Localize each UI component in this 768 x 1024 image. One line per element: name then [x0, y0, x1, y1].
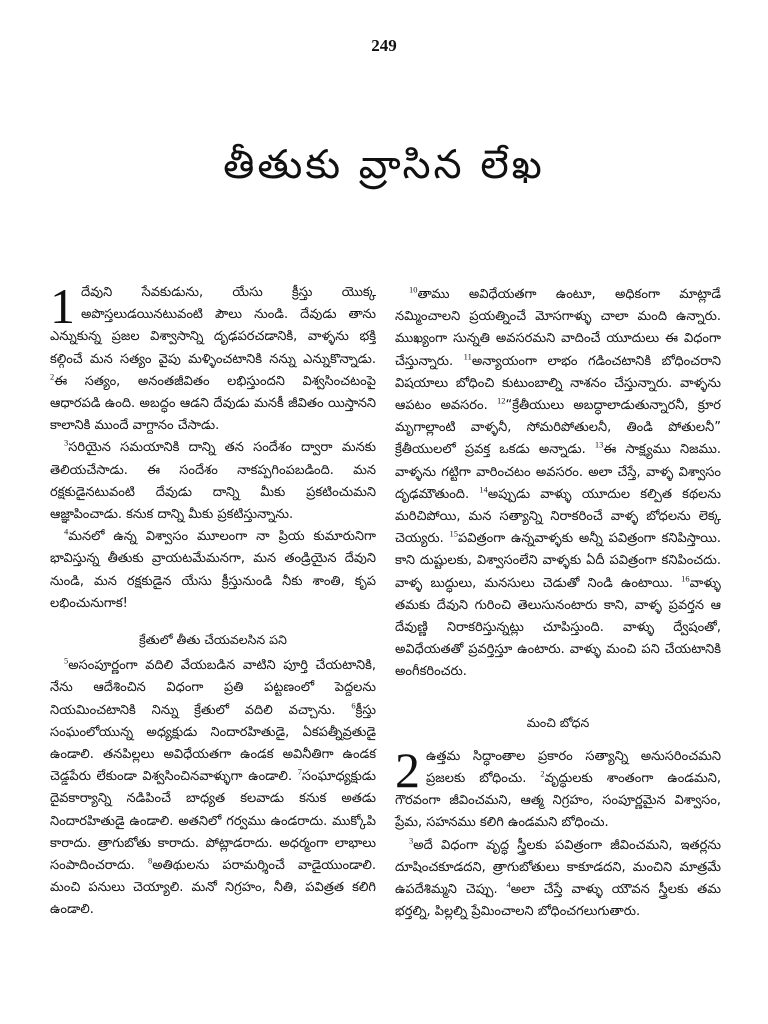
verse-text: వాళ్ళు తమకు దేవుని గురించి తెలుసునంటారు కాని, వాళ్ళ ప్రవర్తన ఆ దేవుణ్ణి నిరాకరిస్తున్నట్లు చూపిస్తుంది. వాళ్ళు ద్వేషంతో, అవిధేయతతో ప్రవర్తిస్తూ ఉంటారు. వాళ్ళు మంచి పని చేయటానికి అంగీకరించరు. [395, 575, 721, 680]
chapter-number: 2 [395, 741, 420, 798]
verse-text: ఈ సాక్ష్యము నిజము. వాళ్ళను గట్టిగా వారించటం అవసరం. అలా చేస్తే, వాళ్ళ విశ్వాసం దృఢమౌతుంది. [395, 442, 721, 502]
book-title: తీతుకు వ్రాసిన లేఖ [223, 142, 545, 188]
verse-text: దేవుని సేవకుడును, యేసు క్రీస్తు యొక్క అపొస్తలుడయినటువంటి పౌలు నుండి. దేవుడు తాను ఎన్నుకున్న ప్రజల విశ్వాసాన్ని దృఢపరచడానికి, వాళ్ళను భక్తి కల్గించే మన సత్యం వైపు మళ్ళించటానికి నన్ను ఎన్నుకొన్నాడు. [50, 285, 376, 367]
verse-text: వృద్ధులకు శాంతంగా ఉండమని, గౌరవంగా జీవించమని, ఆత్మ నిగ్రహం, సంపూర్ణమైన విశ్వాసం, ప్రేమ, సహనము కలిగి ఉండమని బోధించు. [395, 771, 721, 831]
verse-text: అప్పుడు వాళ్ళు యూదుల కల్పిత కథలను మరిచిపోయి, మన సత్యాన్ని నిరాకరించే వాళ్ళ బోధలను లెక్క చెయ్యరు. [395, 486, 721, 547]
verse-text: తాము అవిధేయతగా ఉంటూ, అధికంగా మాట్లాడే నమ్మించాలని ప్రయత్నించే మోసగాళ్ళు చాలా మంది ఉన్నారు. ముఖ్యంగా సున్నతి అవసరమని వాదించే యూదులు ఈ విధంగా చేస్తున్నారు. [395, 287, 721, 369]
verse-paragraph [50, 278, 376, 437]
verse-text: సంఘాధ్యక్షుడు దైవకార్యాన్ని నడిపించే బాధ్యత కలవాడు కనుక అతడు నిందారహితుడై ఉండాలి. అతనిలో గర్వము ఉండరాదు. ముక్కోపి కారాదు. త్రాగుబోతు కారాదు. పోట్లాడరాదు. అధర్మంగా లాభాలు సంపాదించరాదు. [50, 769, 376, 874]
verse-number: 5 [64, 655, 69, 666]
verse-number: 6 [351, 700, 356, 711]
verse-text: అలా చేస్తే వాళ్ళు యౌవన స్త్రీలకు తమ భర్తల్ని, పిల్లల్ని ప్రేమించాలని బోధించగలుగుతారు. [395, 882, 721, 920]
verse-text: సరియైన సమయానికి దాన్ని తన సందేశం ద్వారా మనకు తెలియచేసాడు. ఈ సందేశం నాకప్పగింపబడింది. మన రక్షకుడైనటువంటి దేవుడు దాన్ని మీకు ప్రకటించుమని ఆజ్ఞాపించాడు. కనుక దాన్ని మీకు ప్రకటిస్తున్నాను. [50, 440, 376, 523]
verse-number: 7 [297, 766, 302, 777]
verse-number: 11 [463, 351, 472, 362]
verse-number: 3 [64, 438, 69, 449]
verse-text: అతిథులను పరామర్శించే వాడైయుండాలి. మంచి పనులు చెయ్యాలి. మనో నిగ్రహం, నీతి, పవిత్రత కలిగి ఉండాలి. [50, 858, 376, 918]
verse-text: మనలో ఉన్న విశ్వాసం మూలంగా నా ప్రియ కుమారునిగా భావిస్తున్న తీతుకు వ్రాయటమేమనగా, మన తండ్రియైన దేవుని నుండి, మన రక్షకుడైన యేసు క్రీస్తునుండి నీకు శాంతి, కృప లభించునుగాక! [50, 529, 376, 611]
chapter-number: 1 [50, 278, 75, 334]
verse-paragraph [50, 437, 376, 526]
verse-text: అసంపూర్ణంగా వదిలి వేయబడిన వాటిని పూర్తి చేయటానికి, నేను ఆదేశించిన విధంగా ప్రతి పట్టణంలో పెద్దలను నియమించటానికి నిన్ను క్రేతులో వదిలి వచ్చాను. [50, 658, 376, 718]
verse-number: 15 [449, 528, 459, 539]
right-text-column [395, 284, 721, 923]
verse-number: 3 [409, 835, 414, 846]
page-number: 249 [371, 36, 397, 55]
verse-text: క్రీస్తు సంఘంలోయున్న అధ్యక్షుడు నిందారహితుడై, ఏకపత్నీవ్రతుడై ఉండాలి. తనపిల్లలు అవిధేయతగా ఉండక అవినీతిగా ఉండక చెడ్డపేరు లేకుండా విశ్వసించినవాళ్ళుగా ఉండాలి. [50, 702, 376, 785]
verse-number: 8 [147, 855, 153, 866]
verse-number: 4 [64, 526, 69, 537]
verse-paragraph [50, 655, 376, 921]
left-text-column [50, 278, 376, 922]
verse-number: 2 [50, 371, 55, 382]
verse-paragraph [50, 526, 376, 615]
verse-text: ఈ సత్యం, అనంతజీవితం లభిస్తుందని విశ్వసించటంపై ఆధారపడి ఉంది. అబద్ధం ఆడని దేవుడు మనకీ జీవితం యిస్తానని కాలానికి ముందే వాగ్దానం చేసాడు. [50, 373, 376, 434]
verse-number: 10 [409, 284, 418, 295]
section-heading: క్రేతులో తీతు చేయవలసిన పని [139, 632, 287, 648]
verse-paragraph [395, 835, 721, 924]
verse-number: 14 [479, 484, 488, 495]
verse-text: అన్యాయంగా లాభం గడించటానికి బోధించరాని విషయాలు బోధించి కుటుంబాల్ని నాశనం చేస్తున్నారు. వాళ్ళను ఆపటం అవసరం. [395, 353, 721, 414]
verse-number: 4 [506, 879, 511, 890]
verse-text: అదే విధంగా వృద్ధ స్త్రీలకు పవిత్రంగా జీవించమని, ఇతర్లను దూషించకూడదని, త్రాగుబోతులు కాకూడదని, మంచిని మాత్రమే ఉపదేశిమ్మని చెప్పు. [395, 837, 721, 898]
verse-number: 13 [594, 440, 604, 451]
verse-number: 16 [681, 573, 690, 584]
verse-text: పవిత్రంగా ఉన్నవాళ్ళకు అన్నీ పవిత్రంగా కనిపిస్తాయి. కాని దుష్టులకు, విశ్వాసంలేని వాళ్ళకు ఏదీ పవిత్రంగా కనిపించదు. వాళ్ళ బుద్ధులు, మనసులు చెడుతో నిండి ఉంటాయి. [395, 531, 721, 591]
verse-text: ఉత్తమ సిద్ధాంతాల ప్రకారం సత్యాన్ని అనుసరించమని ప్రజలకు బోధించు. [426, 748, 721, 787]
verse-number: 2 [540, 768, 545, 779]
verse-paragraph [395, 741, 721, 835]
verse-text: “క్రేతీయులు అబద్ధాలాడుతున్నారనీ, క్రూర మృగాల్లాంటి వాళ్ళనీ, సోమరిపోతులనీ, తిండి పోతులనీ” క్రేతీయులలో ప్రవక్త ఒకడు అన్నాడు. [395, 398, 721, 458]
section-heading: మంచి బోధన [526, 714, 590, 730]
verse-number: 12 [496, 395, 506, 406]
verse-paragraph [395, 284, 721, 684]
